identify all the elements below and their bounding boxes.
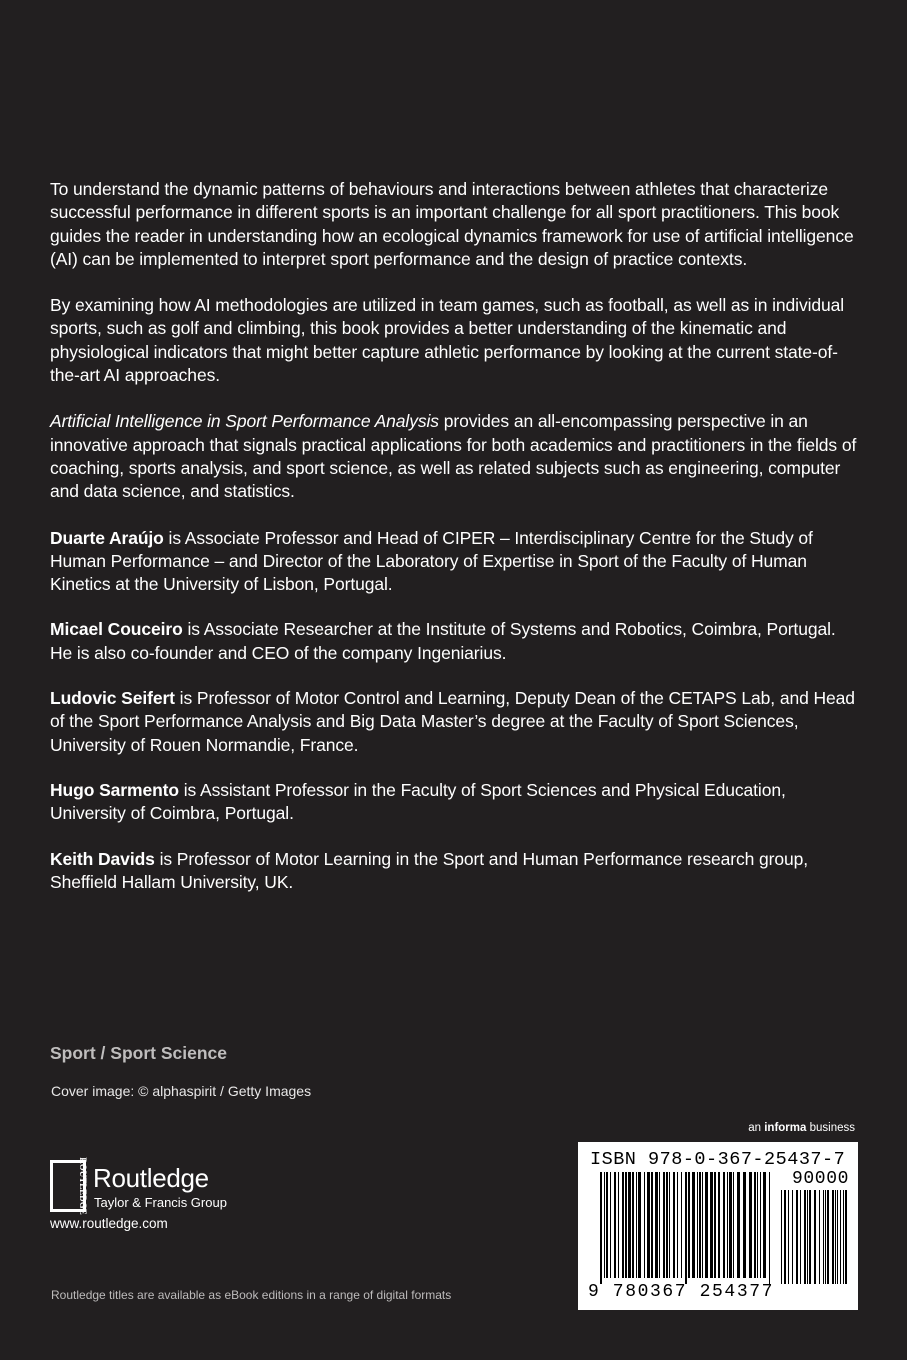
barcode-bar xyxy=(681,1172,682,1278)
barcode-bar xyxy=(628,1172,631,1278)
barcode-bar xyxy=(699,1172,701,1278)
barcode-bar xyxy=(800,1190,801,1284)
publisher-website: www.routledge.com xyxy=(50,1216,168,1231)
informa-brand: informa xyxy=(764,1122,807,1134)
subject-category: Sport / Sport Science xyxy=(50,1043,227,1063)
barcode-bar xyxy=(823,1190,824,1284)
barcode-addon-number: 90000 xyxy=(792,1169,850,1189)
barcode-bar xyxy=(729,1172,732,1278)
barcode-bar xyxy=(705,1172,708,1278)
barcode-bar xyxy=(622,1172,624,1278)
barcode-bar xyxy=(659,1172,660,1278)
author-bio-text: is Professor of Motor Control and Learning, Deputy Dean of the CETAPS Lab, and Head of the Sport Performance Analysis and Big Data Master’s degree at the Faculty of Sport Sciences, University of Rouen Normandie, France. xyxy=(50,688,855,755)
barcode-bar xyxy=(625,1172,627,1278)
description-paragraph-1: To understand the dynamic patterns of behaviours and interactions between athletes that characterize successful performance in different sports is an important challenge for all sport practitioners. This book guides the reader in understanding how an ecological dynamics framework for use of artificial intelligence (AI) can be implemented to interpret sport performance and the design of practice contexts. xyxy=(50,179,854,269)
barcode-bar xyxy=(832,1190,834,1284)
barcode-bar xyxy=(702,1172,703,1278)
description-paragraph-3-text: provides an all-encompassing perspective in an innovative approach that signals practical applications for both academics and practitioners in the fields of coaching, sports analysis, and sport science, as well as related subjects such as engineering, computer and data science, and statistics. xyxy=(50,411,857,502)
barcode-bar xyxy=(809,1190,811,1284)
barcode-bar xyxy=(743,1172,746,1278)
author-bio-text: is Professor of Motor Learning in the Sport and Human Performance research group, Sheffield Hallam University, UK. xyxy=(50,848,809,892)
barcode-bar xyxy=(819,1190,820,1284)
barcode-bar xyxy=(644,1172,645,1278)
barcode-bar xyxy=(655,1172,658,1278)
barcode-bar xyxy=(666,1172,668,1278)
barcode-bar xyxy=(710,1172,713,1278)
barcode-bar xyxy=(757,1172,758,1278)
description-paragraph-3 xyxy=(50,410,860,503)
barcode-bar xyxy=(618,1172,619,1278)
author-name: Micael Couceiro xyxy=(50,619,183,640)
barcode-bar xyxy=(723,1172,725,1278)
barcode-bar xyxy=(769,1172,770,1284)
barcode-bar xyxy=(692,1172,695,1278)
author-bio-text: is Assistant Professor in the Faculty of Sport Sciences and Physical Education, University of Coimbra, Portugal. xyxy=(50,779,786,824)
barcode-bar xyxy=(825,1190,826,1284)
barcode-bar xyxy=(763,1172,766,1278)
barcode-bar xyxy=(843,1190,844,1284)
barcode-bar xyxy=(814,1190,816,1284)
barcode-bar xyxy=(610,1172,611,1278)
barcode-bar xyxy=(733,1172,734,1278)
author-name: Ludovic Seifert xyxy=(50,688,175,709)
barcode-bar xyxy=(718,1172,720,1278)
barcode-bar xyxy=(669,1172,670,1278)
publisher-group: Taylor & Francis Group xyxy=(94,1195,227,1210)
isbn-barcode xyxy=(578,1142,858,1310)
barcode-bar xyxy=(663,1172,665,1278)
back-cover-blurb xyxy=(50,178,860,916)
barcode-bar xyxy=(688,1172,690,1278)
barcode-bar xyxy=(600,1172,602,1284)
barcode-bar xyxy=(760,1172,761,1278)
barcode-bar xyxy=(727,1172,728,1278)
barcode-bar xyxy=(614,1172,616,1278)
barcode-bar xyxy=(837,1190,838,1284)
publisher-name: Routledge xyxy=(93,1163,209,1193)
description-paragraph-2: By examining how AI methodologies are utilized in team games, such as football, as well as in individual sports, such as golf and climbing, this book provides a better understanding of the kinematic and physiological indicators that might better capture athletic performance by looking at the current state-of-the-art AI approaches. xyxy=(50,295,845,386)
author-name: Hugo Sarmento xyxy=(50,779,179,800)
routledge-logo-icon xyxy=(50,1157,88,1215)
barcode-bar xyxy=(788,1190,789,1284)
barcode-bar xyxy=(604,1172,605,1278)
barcode-bar xyxy=(845,1190,847,1284)
author-bio-1 xyxy=(50,527,860,597)
barcode-bar xyxy=(673,1172,675,1278)
barcode-bar xyxy=(792,1190,793,1284)
barcode-bar xyxy=(796,1190,798,1284)
book-title: Artificial Intelligence in Sport Performance Analysis xyxy=(50,411,439,432)
barcode-bar xyxy=(685,1172,687,1284)
barcode-bar xyxy=(632,1172,634,1278)
barcode-bar xyxy=(636,1172,637,1278)
author-bio-3 xyxy=(50,687,860,757)
barcode-bar xyxy=(638,1172,641,1278)
barcode-bar xyxy=(647,1172,650,1278)
ebook-note: Routledge titles are available as eBook editions in a range of digital formats xyxy=(51,1288,452,1302)
barcode-bar xyxy=(737,1172,740,1278)
author-bio-text: is Associate Researcher at the Institute of Systems and Robotics, Coimbra, Portugal. He is also co-founder and CEO of the company Ingeniarius. xyxy=(50,619,836,663)
barcode-bar xyxy=(606,1172,608,1278)
barcode-bar xyxy=(714,1172,716,1278)
barcode-bar xyxy=(651,1172,653,1278)
logo-lettering: ROUTLEDGE xyxy=(78,1157,88,1215)
cover-image-credit: Cover image: © alphaspirit / Getty Images xyxy=(51,1083,312,1099)
barcode-bar xyxy=(754,1172,756,1278)
isbn-label: ISBN 978-0-367-25437-7 xyxy=(590,1149,846,1170)
barcode-bar xyxy=(840,1190,841,1284)
barcode-bar xyxy=(835,1190,836,1284)
author-bio-5 xyxy=(50,848,860,895)
barcode-bar xyxy=(807,1190,808,1284)
barcode-bar xyxy=(677,1172,678,1278)
author-bio-text: is Associate Professor and Head of CIPER – Interdisciplinary Centre for the Study of Human Performance – and Director of the Laboratory of Expertise in Sport of the Faculty of Human Kinetics at the University of Lisbon, Portugal. xyxy=(50,527,813,595)
barcode-bar xyxy=(804,1190,806,1284)
informa-tagline: an informa business xyxy=(748,1122,855,1134)
author-bio-4 xyxy=(50,779,860,826)
barcode-bar xyxy=(781,1190,782,1284)
ean-number: 9 780367 254377 xyxy=(588,1282,775,1302)
barcode-bar xyxy=(784,1190,786,1284)
author-bio-2 xyxy=(50,618,860,665)
author-name: Keith Davids xyxy=(50,848,155,869)
barcode-bar xyxy=(697,1172,698,1278)
author-name: Duarte Araújo xyxy=(50,527,164,548)
barcode-bar xyxy=(827,1190,829,1284)
barcode-bar xyxy=(749,1172,752,1278)
